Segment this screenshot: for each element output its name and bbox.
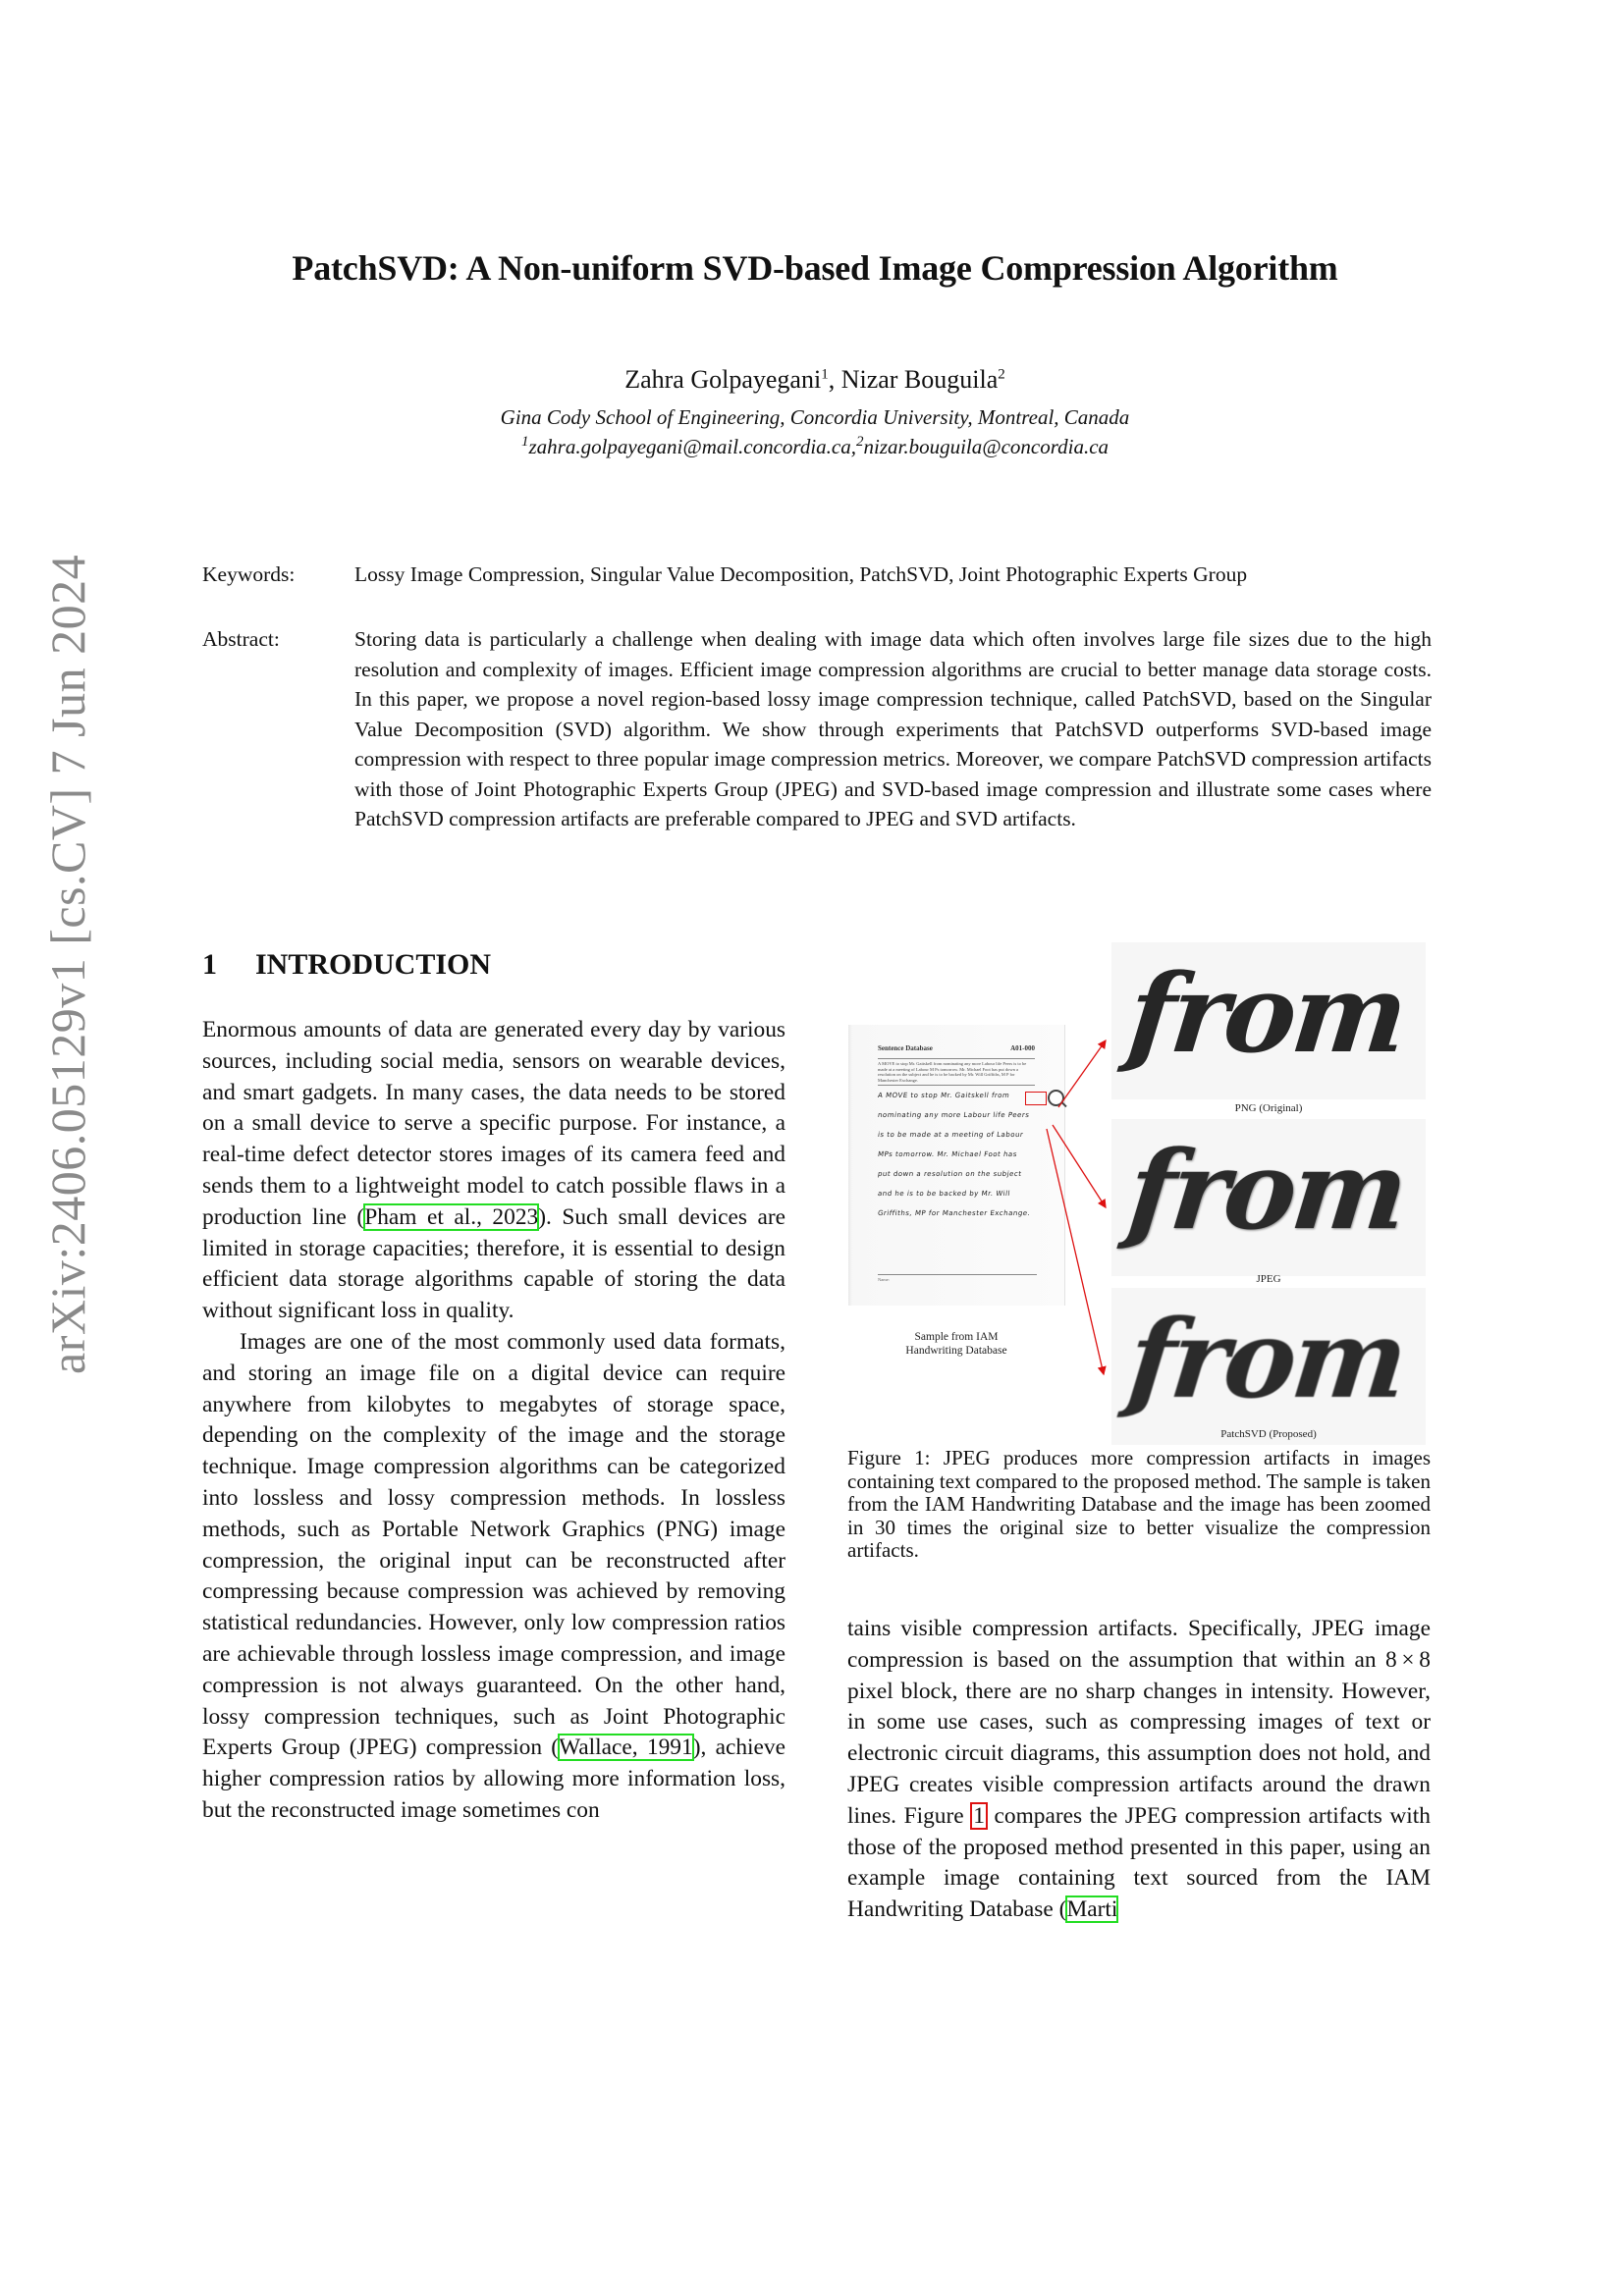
- email-link[interactable]: zahra.golpayegani@mail.concordia.ca,: [528, 435, 856, 458]
- keywords-label: Keywords:: [202, 562, 296, 586]
- citation-link[interactable]: Pham et al., 2023: [364, 1203, 539, 1230]
- thumbnail-printed-text: A MOVE to stop Mr. Gaitskell from nominating any more Labour life Peers is to be made at a meeting of Labour M Ps tomorrow. Mr. Michael Foot has put down a resolution on the subject and he is to be backed by Mr. Will Griffiths, M P for Manchester Exchange.: [878, 1058, 1035, 1086]
- thumbnail-footer-label: Name:: [878, 1277, 890, 1282]
- thumbnail-divider: [878, 1274, 1037, 1275]
- handwritten-line: and he is to be backed by Mr. Will: [877, 1190, 1011, 1198]
- handwritten-line: nominating any more Labour life Peers: [877, 1111, 1030, 1119]
- author-affiliation-mark: 2: [998, 366, 1005, 383]
- handwritten-word-image: from: [1122, 1296, 1410, 1422]
- panel-label: PNG (Original): [1234, 1102, 1303, 1114]
- left-column-body: [202, 1015, 785, 1827]
- author-emails: [196, 434, 1434, 459]
- paper-title: PatchSVD: A Non-uniform SVD-based Image Compression Algorithm: [292, 248, 1338, 288]
- abstract-text: Storing data is particularly a challenge when dealing with image data which often involves large file sizes due to the high resolution and complexity of images. Efficient image compression algorithms are crucial to better manage data storage costs. In this paper, we propose a novel region-based lossy image compression technique, called PatchSVD, based on the Singular Value Decomposition (SVD) algorithm. We show through experiments that PatchSVD outperforms SVD-based image compression with respect to three popular image compression metrics. Moreover, we compare PatchSVD compression artifacts with those of Joint Photographic Experts Group (JPEG) and SVD-based image compression and illustrate some cases where PatchSVD compression artifacts are preferable compared to JPEG and SVD artifacts.: [354, 627, 1432, 830]
- paragraph-text: ), achieve higher compression ratios by allowing more information loss, but the reconstructed image sometimes con: [202, 1735, 785, 1823]
- abstract-block: [202, 624, 1432, 834]
- section-title: INTRODUCTION: [255, 948, 492, 981]
- panel-label: JPEG: [1256, 1273, 1281, 1285]
- magnifier-icon: [1048, 1090, 1064, 1106]
- paragraph: [202, 1015, 785, 1327]
- author-name: Zahra Golpayegani: [624, 365, 822, 394]
- section-number: 1: [202, 948, 217, 981]
- figure-1: [844, 942, 1434, 1440]
- thumbnail-caption-line: Sample from IAM: [914, 1331, 999, 1343]
- abstract-label: Abstract:: [202, 627, 280, 651]
- citation-link[interactable]: Wallace, 1991: [559, 1735, 693, 1761]
- handwritten-line: put down a resolution on the subject: [877, 1170, 1023, 1178]
- keywords-text: Lossy Image Compression, Singular Value Decomposition, PatchSVD, Joint Photographic Experts Group: [354, 562, 1248, 586]
- handwritten-word-image: from: [1122, 1127, 1410, 1254]
- author-list: [196, 365, 1434, 395]
- arxiv-identifier-stamp: arXiv:2406.05129v1 [cs.CV] 7 Jun 2024: [40, 554, 95, 1374]
- thumbnail-header: Sentence Database: [878, 1044, 933, 1052]
- right-column-body: [847, 1614, 1431, 1926]
- keywords-block: [202, 560, 1432, 590]
- author-separator: ,: [828, 365, 841, 394]
- handwritten-line: is to be made at a meeting of Labour: [877, 1131, 1024, 1139]
- thumbnail-caption-line: Handwriting Database: [905, 1345, 1007, 1357]
- email-mark: 2: [855, 434, 864, 450]
- word-highlight-box: [1025, 1092, 1047, 1105]
- paragraph: [202, 1327, 785, 1827]
- panel-label: PatchSVD (Proposed): [1220, 1428, 1317, 1440]
- email-link[interactable]: nizar.bouguila@concordia.ca: [863, 435, 1110, 458]
- paragraph-text: Enormous amounts of data are generated every day by various sources, including social media, sensors on wearable devices, and smart gadgets. In many cases, the data needs to be stored on a small device to serve a specific purpose. For instance, a real-time defect detector stores images of its camera feed and sends them to a lightweight model to catch possible flaws in a production line (: [202, 1017, 785, 1230]
- paragraph-text: ). Such small devices are limited in storage capacities; therefore, it is essential to design efficient data storage algorithms capable of storing the data without significant loss in quality.: [202, 1203, 785, 1324]
- paragraph-text: compares the JPEG compression artifacts with those of the proposed method presented in this paper, using an example image containing text sourced from the IAM Handwriting Database (: [847, 1802, 1432, 1923]
- author-name: Nizar Bouguila: [840, 365, 999, 394]
- png-original-panel: [1111, 942, 1426, 1099]
- patchsvd-panel: [1111, 1288, 1426, 1445]
- affiliation: Gina Cody School of Engineering, Concordia University, Montreal, Canada: [500, 405, 1130, 429]
- citation-link[interactable]: Marti: [1066, 1896, 1118, 1923]
- paragraph-text: tains visible compression artifacts. Specifically, JPEG image compression is based on the assumption that within an 8 × 8 pixel block, there are no sharp changes in intensity. However, in some use cases, such as compressing images of text or electronic circuit diagrams, this assumption does not hold, and JPEG creates visible compression artifacts around the drawn lines. Figure: [847, 1616, 1431, 1829]
- iam-sample-thumbnail: [848, 1025, 1065, 1306]
- handwritten-word-image: from: [1122, 950, 1410, 1077]
- paragraph: [847, 1614, 1431, 1926]
- figure-1-caption: Figure 1: JPEG produces more compression artifacts in images containing text compared to the proposed method. The sample is taken from the IAM Handwriting Database and the image has been zoomed in 30 times the original size to better visualize the compression artifacts.: [847, 1446, 1431, 1563]
- jpeg-panel: [1111, 1119, 1426, 1276]
- handwritten-line: MPs tomorrow. Mr. Michael Foot has: [877, 1150, 1018, 1158]
- email-mark: 1: [520, 434, 529, 450]
- figure-reference-link[interactable]: 1: [973, 1802, 985, 1829]
- paragraph-text: Images are one of the most commonly used data formats, and storing an image file on a digital device can require anywhere from kilobytes to megabytes of storage space, depending on the complexity of the image and the storage technique. Image compression algorithms can be categorized into lossless and lossy compression methods. In lossless methods, such as Portable Network Graphics (PNG) image compression, the original input can be reconstructed after compressing because compression was achieved by removing statistical redundancies. However, only low compression ratios are achievable through lossless image compression, and image compression is not always guaranteed. On the other hand, lossy compression techniques, such as Joint Photographic Experts Group (JPEG) compression (: [202, 1328, 785, 1761]
- thumbnail-caption: [848, 1330, 1064, 1358]
- handwritten-line: A MOVE to stop Mr. Gaitskell from: [877, 1092, 1010, 1099]
- handwritten-line: Griffiths, MP for Manchester Exchange.: [877, 1209, 1031, 1217]
- author-affiliation-mark: 1: [821, 366, 829, 383]
- thumbnail-form-id: A01-000: [1010, 1044, 1035, 1052]
- section-heading: [202, 948, 491, 982]
